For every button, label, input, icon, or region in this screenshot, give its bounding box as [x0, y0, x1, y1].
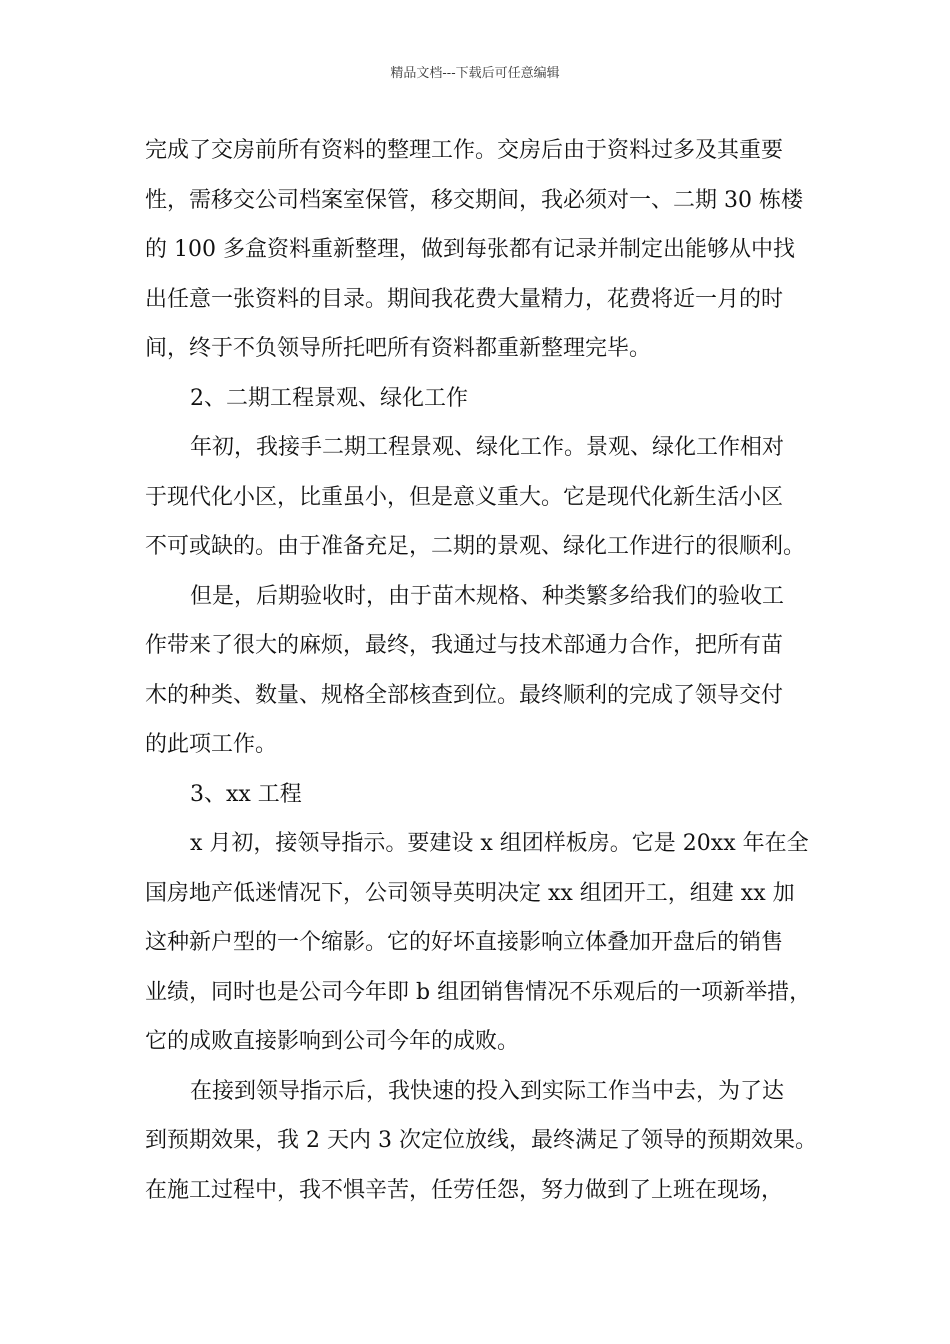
page-header: 精品文档---下载后可任意编辑 — [390, 66, 560, 81]
text-line: 出任意一张资料的目录。期间我花费大量精力，花费将近一月的时 — [145, 286, 784, 312]
text-line: 的此项工作。 — [145, 732, 278, 757]
text-line: 在施工过程中，我不惧辛苦，任劳任怨，努力做到了上班在现场， — [145, 1177, 784, 1203]
text-line: 性，需移交公司档案室保管，移交期间，我必须对一、二期 30 栋楼 — [145, 187, 803, 213]
text-line: 年初，我接手二期工程景观、绿化工作。景观、绿化工作相对 — [190, 435, 785, 460]
text-line: 作带来了很大的麻烦，最终，我通过与技术部通力合作，把所有苗 — [145, 633, 784, 658]
text-line: 国房地产低迷情况下，公司领导英明决定 xx 组团开工，组建 xx 加 — [145, 880, 795, 906]
text-line: 的 100 多盒资料重新整理，做到每张都有记录并制定出能够从中找 — [145, 237, 795, 262]
text-line: 不可或缺的。由于准备充足，二期的景观、绿化工作进行的很顺利。 — [145, 534, 806, 559]
text-line: 间，终于不负领导所托吧所有资料都重新整理完毕。 — [145, 336, 652, 361]
section-heading: 2、二期工程景观、绿化工作 — [190, 385, 468, 411]
section-heading: 3、xx 工程 — [190, 781, 302, 807]
text-line: 业绩，同时也是公司今年即 b 组团销售情况不乐观后的一项新举措， — [145, 979, 812, 1005]
text-line: 完成了交房前所有资料的整理工作。交房后由于资料过多及其重要 — [145, 138, 784, 163]
text-line: 但是，后期验收时，由于苗木规格、种类繁多给我们的验收工 — [190, 583, 785, 609]
document-body — [145, 126, 820, 1215]
text-line: x 月初，接领导指示。要建设 x 组团样板房。它是 20xx 年在全 — [190, 831, 809, 856]
text-line: 这种新户型的一个缩影。它的好坏直接影响立体叠加开盘后的销售 — [145, 930, 784, 955]
text-line: 它的成败直接影响到公司今年的成败。 — [145, 1029, 520, 1054]
text-line: 木的种类、数量、规格全部核查到位。最终顺利的完成了领导交付 — [145, 682, 784, 708]
text-line: 在接到领导指示后，我快速的投入到实际工作当中去，为了达 — [190, 1078, 785, 1104]
text-line: 到预期效果，我 2 天内 3 次定位放线，最终满足了领导的预期效果。 — [145, 1128, 817, 1153]
text-line: 于现代化小区，比重虽小，但是意义重大。它是现代化新生活小区 — [145, 484, 784, 510]
